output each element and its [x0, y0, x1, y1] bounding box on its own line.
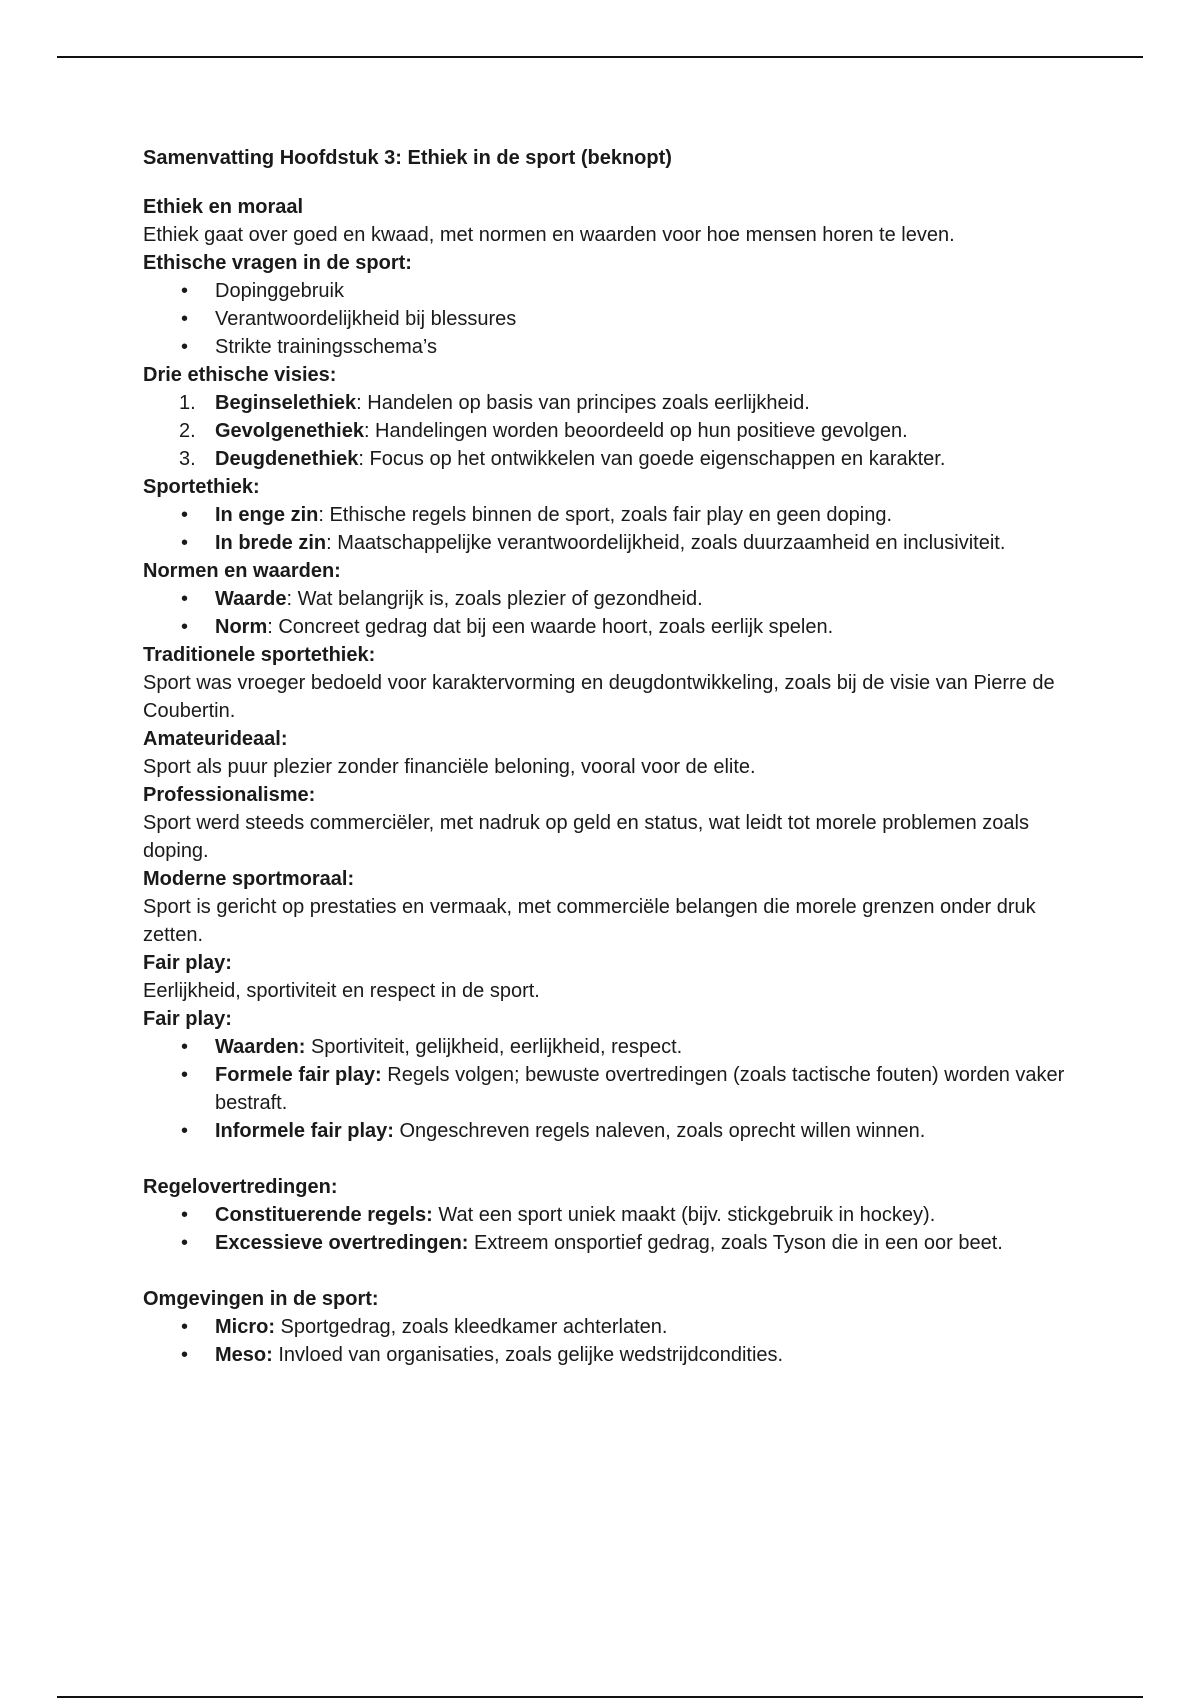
definition: Sportiviteit, gelijkheid, eerlijkheid, respect.: [305, 1036, 683, 1058]
term: Meso:: [215, 1344, 273, 1366]
definition: Extreem onsportief gedrag, zoals Tyson die in een oor beet.: [468, 1232, 1003, 1254]
term: Norm: [215, 616, 268, 638]
list-fair-play: [143, 1033, 1073, 1145]
heading-moderne-sportmoraal: Moderne sportmoraal:: [143, 868, 355, 890]
heading-drie-visies: Drie ethische visies:: [143, 364, 337, 386]
heading-fair-play: Fair play:: [143, 952, 232, 974]
list-item: [215, 585, 1073, 613]
paragraph-professionalisme: Sport werd steeds commerciëler, met nadruk op geld en status, wat leidt tot morele problemen zoals doping.: [143, 812, 1029, 862]
heading-professionalisme: Professionalisme:: [143, 784, 316, 806]
list-item: • Verantwoordelijkheid bij blessures: [215, 305, 1073, 333]
list-normen-en-waarden: [143, 585, 1073, 641]
definition: Regels volgen; bewuste overtredingen (zoals tactische fouten) worden vaker bestraft.: [215, 1064, 1065, 1114]
list-item: [179, 445, 1073, 473]
list-item: [215, 1341, 1073, 1369]
paragraph-ethiek: Ethiek gaat over goed en kwaad, met normen en waarden voor hoe mensen horen te leven.: [143, 224, 955, 246]
paragraph-moderne-sportmoraal: Sport is gericht op prestaties en vermaak, met commerciële belangen die morele grenzen onder druk zetten.: [143, 896, 1036, 946]
term: Waarde: [215, 588, 287, 610]
term: Informele fair play:: [215, 1120, 394, 1142]
heading-sportethiek: Sportethiek:: [143, 476, 260, 498]
definition: : Handelingen worden beoordeeld op hun positieve gevolgen.: [363, 420, 908, 442]
list-item: [215, 501, 1073, 529]
heading-ethiek-en-moraal: Ethiek en moraal: [143, 196, 304, 218]
heading-traditionele-sportethiek: Traditionele sportethiek:: [143, 644, 376, 666]
list-item: [215, 613, 1073, 641]
paragraph-fair-play: Eerlijkheid, sportiviteit en respect in de sport.: [143, 980, 540, 1002]
list-item: [215, 529, 1073, 557]
heading-amateurideaal: Amateurideaal:: [143, 728, 288, 750]
list-item: [215, 1313, 1073, 1341]
definition: : Maatschappelijke verantwoordelijkheid, zoals duurzaamheid en inclusiviteit.: [326, 532, 1006, 554]
definition: : Ethische regels binnen de sport, zoals fair play en geen doping.: [318, 504, 893, 526]
list-item: [179, 417, 1073, 445]
definition: : Concreet gedrag dat bij een waarde hoort, zoals eerlijk spelen.: [267, 616, 834, 638]
list-ethische-vragen: [143, 277, 1073, 361]
list-item: • Dopinggebruik: [215, 277, 1073, 305]
paragraph-traditionele-sportethiek: Sport was vroeger bedoeld voor karaktervorming en deugdontwikkeling, zoals bij de visie van Pierre de Coubertin.: [143, 672, 1055, 722]
definition: Ongeschreven regels naleven, zoals oprecht willen winnen.: [393, 1120, 926, 1142]
term: Formele fair play:: [215, 1064, 382, 1086]
heading-normen-en-waarden: Normen en waarden:: [143, 560, 341, 582]
definition: Sportgedrag, zoals kleedkamer achterlaten.: [275, 1316, 668, 1338]
bottom-divider: [57, 1696, 1143, 1698]
list-item: [215, 1033, 1073, 1061]
list-item: [179, 389, 1073, 417]
definition: : Handelen op basis van principes zoals eerlijkheid.: [356, 392, 810, 414]
term: Excessieve overtredingen:: [215, 1232, 469, 1254]
term: In brede zin: [215, 532, 327, 554]
paragraph-amateurideaal: Sport als puur plezier zonder financiële beloning, vooral voor de elite.: [143, 756, 756, 778]
list-sportethiek: [143, 501, 1073, 557]
list-number: 1.: [179, 392, 196, 414]
document-body: [143, 143, 1073, 1369]
list-item: • Strikte trainingsschema’s: [215, 333, 1073, 361]
list-number: 3.: [179, 448, 196, 470]
spacer: [143, 1145, 1073, 1173]
definition: Wat een sport uniek maakt (bijv. stickgebruik in hockey).: [432, 1204, 936, 1226]
heading-omgevingen: Omgevingen in de sport:: [143, 1288, 379, 1310]
term: Gevolgenethiek: [215, 420, 364, 442]
term: Waarden:: [215, 1036, 306, 1058]
top-divider: [57, 56, 1143, 58]
term: In enge zin: [215, 504, 319, 526]
list-omgevingen: [143, 1313, 1073, 1369]
definition: : Focus op het ontwikkelen van goede eigenschappen en karakter.: [358, 448, 946, 470]
term: Micro:: [215, 1316, 275, 1338]
definition: Invloed van organisaties, zoals gelijke wedstrijdcondities.: [272, 1344, 784, 1366]
definition: : Wat belangrijk is, zoals plezier of gezondheid.: [286, 588, 703, 610]
list-regelovertredingen: [143, 1201, 1073, 1257]
list-drie-visies: [143, 389, 1073, 473]
heading-fair-play-details: Fair play:: [143, 1008, 232, 1030]
list-item: [215, 1201, 1073, 1229]
list-number: 2.: [179, 420, 196, 442]
document-title: Samenvatting Hoofdstuk 3: Ethiek in de sport (beknopt): [143, 147, 672, 169]
term: Constituerende regels:: [215, 1204, 433, 1226]
list-item: [215, 1061, 1073, 1117]
term: Deugdenethiek: [215, 448, 359, 470]
spacer: [143, 1257, 1073, 1285]
heading-ethische-vragen: Ethische vragen in de sport:: [143, 252, 412, 274]
list-item: [215, 1229, 1073, 1257]
heading-regelovertredingen: Regelovertredingen:: [143, 1176, 338, 1198]
term: Beginselethiek: [215, 392, 357, 414]
list-item: [215, 1117, 1073, 1145]
